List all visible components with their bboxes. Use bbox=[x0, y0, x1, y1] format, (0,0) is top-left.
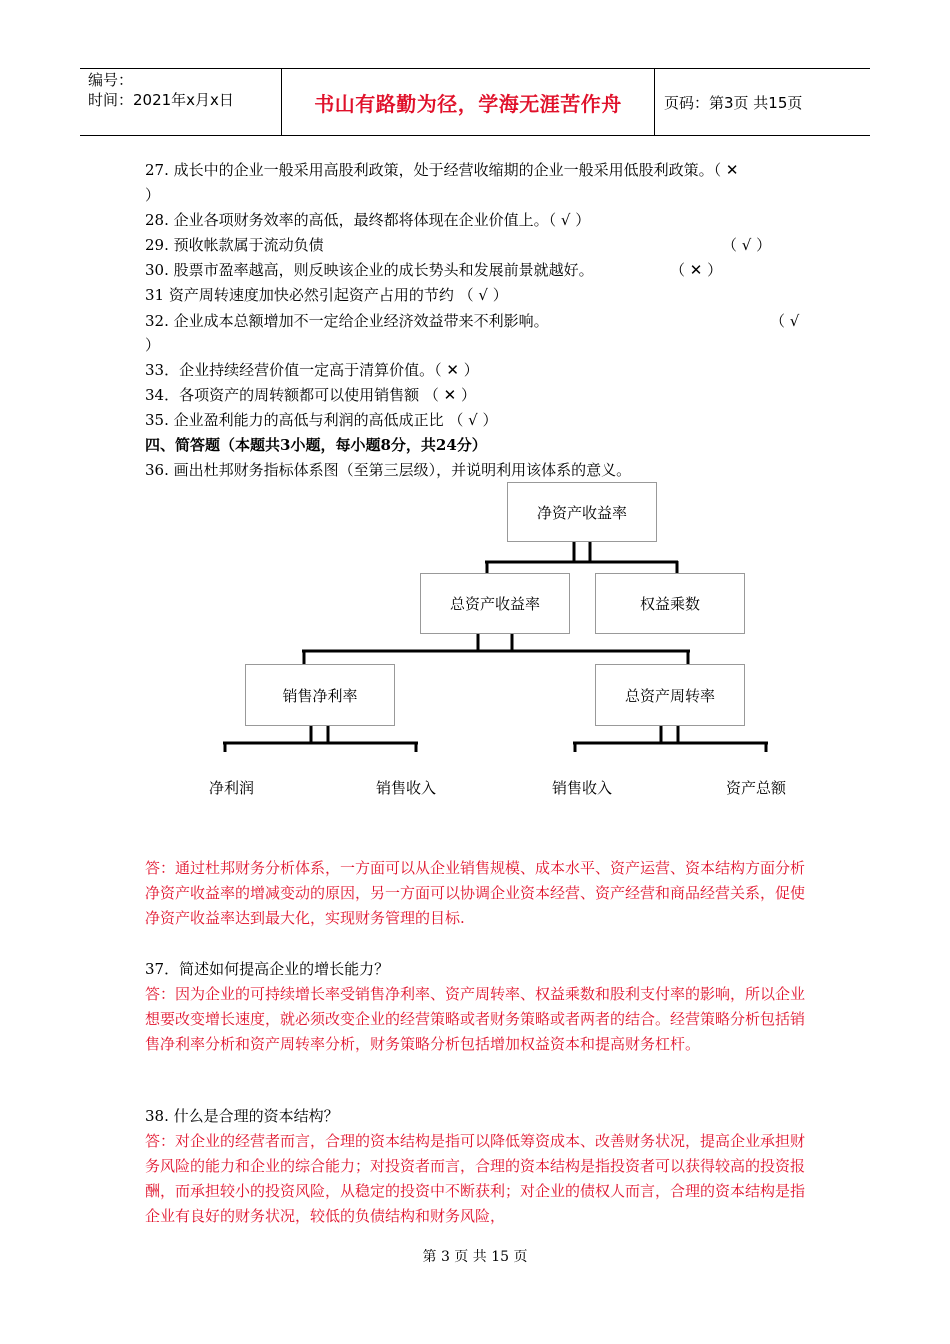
question-32-close: ） bbox=[145, 336, 161, 354]
question-28: 28. 企业各项财务效率的高低，最终都将体现在企业价值上。（ √ ） bbox=[145, 211, 591, 229]
question-34: 34．各项资产的周转额都可以使用销售额 （ ✕ ） bbox=[145, 386, 476, 404]
question-33: 33．企业持续经营价值一定高于清算价值。（ ✕ ） bbox=[145, 361, 479, 379]
section-4-title: 四、简答题（本题共3小题，每小题8分，共24分） bbox=[145, 436, 487, 454]
leaf-total-assets: 资产总额 bbox=[726, 779, 787, 797]
leaf-sales-revenue-1: 销售收入 bbox=[376, 779, 437, 797]
question-27: 27. 成长中的企业一般采用高股利政策，处于经营收缩期的企业一般采用低股利政策。（ ✕ bbox=[145, 161, 739, 179]
question-29-mark: （ √ ） bbox=[722, 236, 772, 254]
leaf-sales-revenue-2: 销售收入 bbox=[552, 779, 613, 797]
question-31: 31 资产周转速度加快必然引起资产占用的节约 （ √ ） bbox=[145, 286, 508, 304]
box-roe: 净资产收益率 bbox=[507, 482, 657, 542]
question-38: 38. 什么是合理的资本结构？ bbox=[145, 1107, 339, 1125]
question-30-mark: （ ✕ ） bbox=[670, 261, 723, 279]
header-page-info: 页码：第3页 共15页 bbox=[664, 94, 803, 112]
question-32-mark: （ √ bbox=[770, 312, 800, 330]
answer-38: 答：对企业的经营者而言，合理的资本结构是指可以降低筹资成本、改善财务状况，提高企业承担财务风险的能力和企业的综合能力；对投资者而言，合理的资本结构是指投资者可以获得较高的投资报酬，而承担较小的投资风险，从稳定的投资中不断获利；对企业的债权人而言，合理的资本结构是指企业有良好的财务状况，较低的负债结构和财务风险， bbox=[145, 1132, 806, 1225]
question-30: 30. 股票市盈率越高，则反映该企业的成长势头和发展前景就越好。 bbox=[145, 261, 594, 279]
box-asset-turnover: 总资产周转率 bbox=[595, 664, 745, 726]
answer-37: 答：因为企业的可持续增长率受销售净利率、资产周转率、权益乘数和股利支付率的影响，所以企业想要改变增长速度，就必须改变企业的经营策略或者财务策略或者两者的结合。经营策略分析包括销售净利率分析和资产周转率分析，财务策略分析包括增加权益资本和提高财务杠杆。 bbox=[145, 985, 806, 1053]
box-equity-multiplier: 权益乘数 bbox=[595, 573, 745, 634]
header-motto: 书山有路勤为径，学海无涯苦作舟 bbox=[314, 92, 622, 116]
box-roa: 总资产收益率 bbox=[420, 573, 570, 634]
question-37: 37．简述如何提高企业的增长能力？ bbox=[145, 960, 390, 978]
page-footer: 第 3 页 共 15 页 bbox=[422, 1249, 528, 1265]
header-time-label: 时间：2021年x月x日 bbox=[88, 91, 234, 109]
leaf-net-profit: 净利润 bbox=[209, 779, 255, 797]
header-number-label: 编号： bbox=[88, 71, 134, 89]
box-net-profit-margin: 销售净利率 bbox=[245, 664, 395, 726]
question-27-close: ） bbox=[145, 186, 161, 204]
question-36: 36. 画出杜邦财务指标体系图（至第三层级），并说明利用该体系的意义。 bbox=[145, 461, 632, 479]
question-32: 32. 企业成本总额增加不一定给企业经济效益带来不利影响。 bbox=[145, 312, 549, 330]
question-29: 29. 预收帐款属于流动负债 bbox=[145, 236, 324, 254]
question-35: 35. 企业盈利能力的高低与利润的高低成正比 （ √ ） bbox=[145, 411, 498, 429]
answer-36: 答：通过杜邦财务分析体系，一方面可以从企业销售规模、成本水平、资产运营、资本结构方面分析净资产收益率的增减变动的原因，另一方面可以协调企业资本经营、资产经营和商品经营关系，促使净资产收益率达到最大化，实现财务管理的目标. bbox=[145, 859, 806, 927]
